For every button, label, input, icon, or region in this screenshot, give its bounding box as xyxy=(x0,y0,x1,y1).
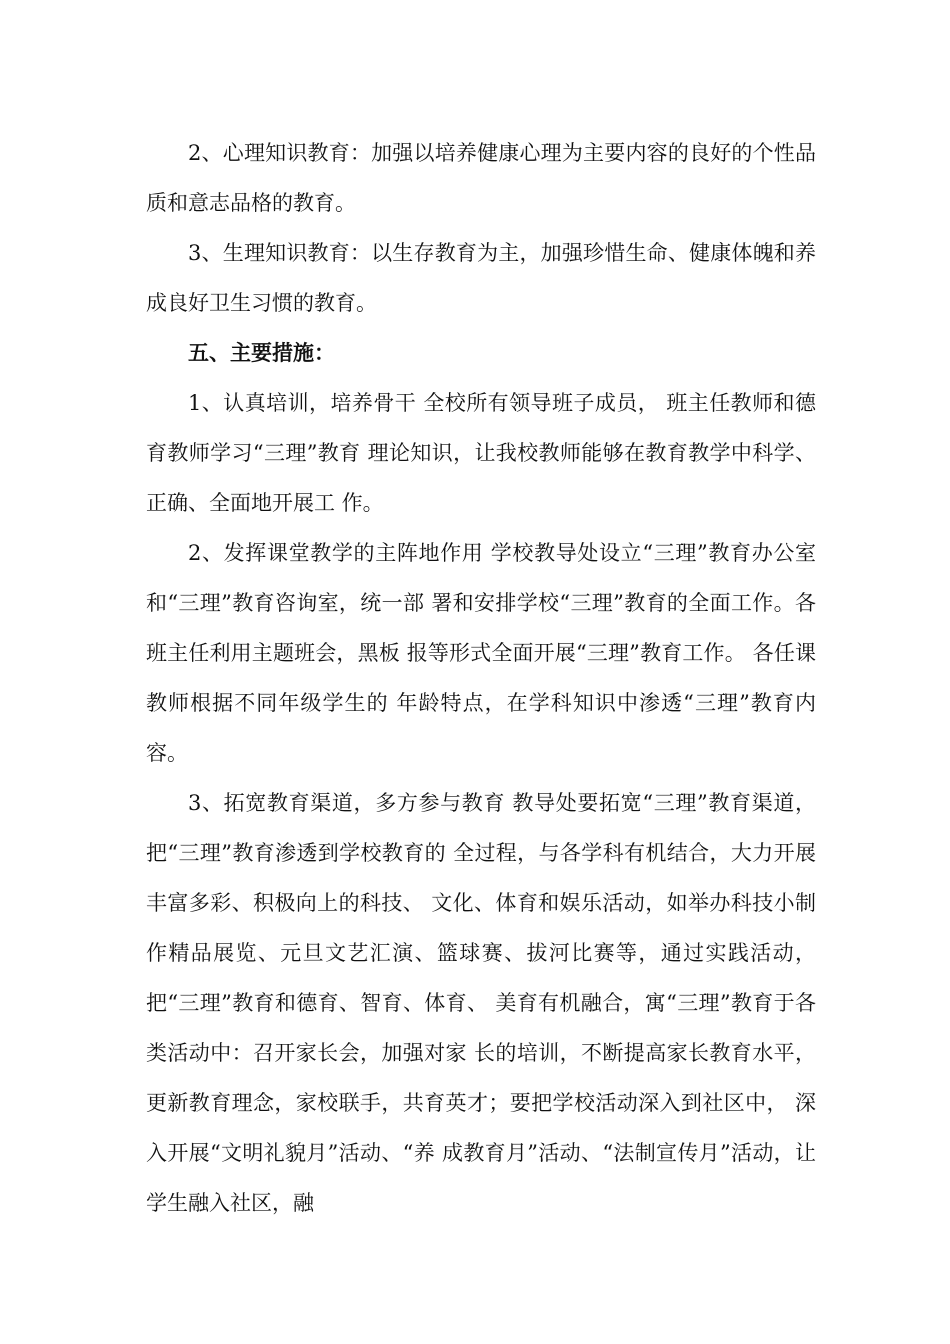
paragraph-channels: 3、拓宽教育渠道，多方参与教育 教导处要拓宽“三理”教育渠道，把“三理”教育渗透到学校教育的 全过程，与各学科有机结合，大力开展丰富多彩、积极向上的科技、 文化、体育和娱乐活动，如举办科技小制作精品展览、元旦文艺汇演、篮球赛、拔河比赛等，通过实践活动，把“三理”教育和德育、智育、体育、 美育有机融合，寓“三理”教育于各类活动中：召开家长会，加强对家 长的培训，不断提高家长教育水平，更新教育理念，家校联手，共育英才；要把学校活动深入到社区中， 深入开展“文明礼貌月”活动、“养 成教育月”活动、“法制宣传月”活动，让学生融入社区，融 xyxy=(146,791,816,1215)
paragraph-physiology: 3、生理知识教育：以生存教育为主，加强珍惜生命、健康体魄和养成良好卫生习惯的教育。 xyxy=(146,241,816,315)
paragraph-training: 1、认真培训，培养骨干 全校所有领导班子成员， 班主任教师和德育教师学习“三理”教育 理论知识，让我校教师能够在教育教学中科学、正确、全面地开展工 作。 xyxy=(146,391,816,515)
document-body xyxy=(146,128,816,1228)
section-heading-measures: 五、主要措施： xyxy=(188,341,335,365)
paragraph-classroom: 2、发挥课堂教学的主阵地作用 学校教导处设立“三理”教育办公室和“三理”教育咨询室，统一部 署和安排学校“三理”教育的全面工作。各班主任利用主题班会，黑板 报等形式全面开展“三理”教育工作。 各任课教师根据不同年级学生的 年龄特点，在学科知识中渗透“三理”教育内容。 xyxy=(146,541,816,765)
paragraph-psychology: 2、心理知识教育：加强以培养健康心理为主要内容的良好的个性品质和意志品格的教育。 xyxy=(146,141,816,215)
